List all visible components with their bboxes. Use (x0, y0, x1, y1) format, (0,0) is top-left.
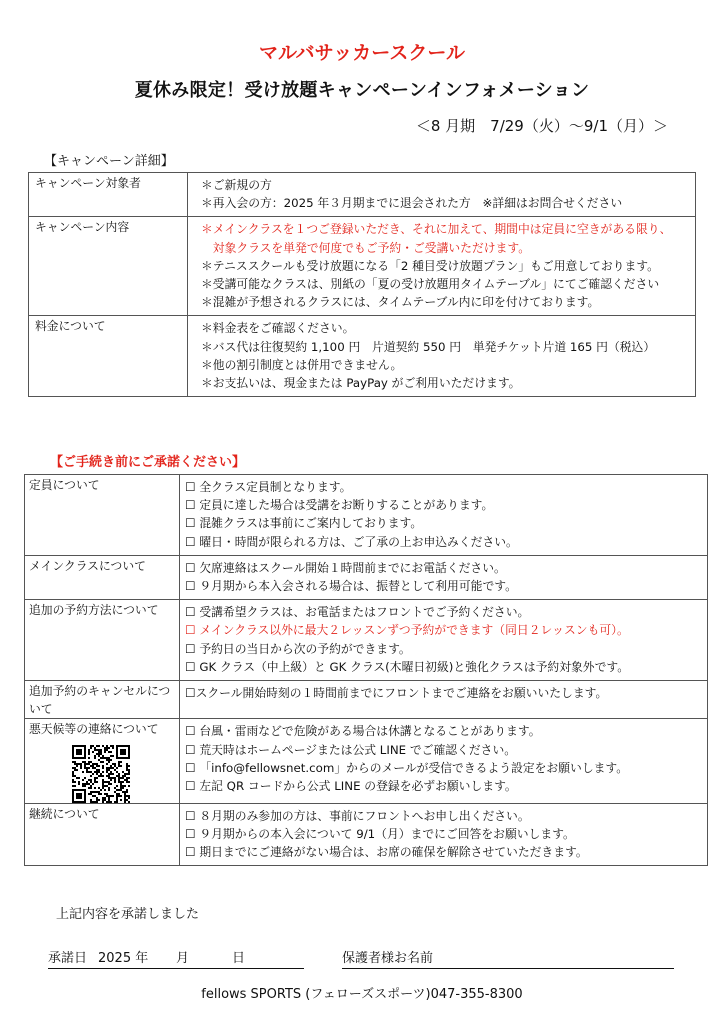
content-line: ＊受講可能なクラスは、別紙の「夏の受け放題用タイムテーブル」にてご確認ください (201, 277, 660, 292)
campaign-period: ＜8 月期 7/29（火）～9/1（月）＞ (415, 117, 668, 135)
content-line: ☐ 全クラス定員制となります。 (185, 480, 352, 494)
school-name: マルバサッカースクール (259, 42, 465, 64)
content-line: ＊混雑が予想されるクラスには、タイムテーブル内に印を付けております。 (201, 295, 600, 310)
content-line: ☐ 予約日の当日から次の予約ができます。 (185, 641, 411, 656)
consent-row (25, 475, 708, 556)
consent-row-content (180, 600, 708, 681)
content-line: ☐ ８月期のみ参加の方は、事前にフロントへお申し出ください。 (185, 808, 530, 823)
row-label-text: 定員について (29, 478, 100, 492)
campaign-row-content (188, 173, 696, 217)
consent-row-label (25, 681, 180, 719)
content-line: ☐ 左記 QR コードから公式 LINE の登録を必ずお願いします。 (185, 779, 517, 794)
campaign-row-label (29, 316, 188, 397)
consent-row-label (25, 555, 180, 599)
content-line: 対象クラスを単発で何度でもご予約・ご受講いただけます。 (201, 240, 531, 255)
guardian-name-line[interactable] (342, 947, 674, 969)
consent-row-content (180, 803, 708, 866)
consent-day: 日 (232, 951, 246, 966)
consent-year: 2025 年 (98, 951, 149, 966)
row-label-text: 追加予約のキャンセルについて (29, 684, 171, 717)
row-label-text: 悪天候等の連絡について (29, 722, 159, 737)
row-label-text: メインクラスについて (29, 558, 146, 573)
campaign-row-label (29, 173, 188, 217)
content-line: ☐ 台風・雷雨などで危険がある場合は休講となることがあります。 (185, 724, 541, 739)
consent-row-label (25, 719, 180, 803)
content-line: ☐ 曜日・時間が限られる方は、ご了承の上お申込みください。 (185, 534, 518, 549)
content-line: ☐ 定員に達した場合は受講をお断りすることがあります。 (185, 498, 494, 513)
content-line: ＊料金表をご確認ください。 (201, 321, 355, 336)
content-line: ☐ 期日までにご連絡がない場合は、お席の確保を解除させていただきます。 (185, 845, 588, 860)
row-label-text: キャンペーン内容 (35, 220, 130, 235)
section-heading-consent: 【ご手続き前にご承諾ください】 (50, 455, 246, 470)
campaign-details-table (28, 172, 696, 397)
content-line: ☐ 受講希望クラスは、お電話またはフロントでご予約ください。 (185, 605, 530, 620)
campaign-row (29, 316, 696, 397)
campaign-row-content (188, 217, 696, 316)
consent-row-label (25, 600, 180, 681)
consent-row (25, 600, 708, 681)
campaign-row (29, 217, 696, 316)
content-line: ＊バス代は往復契約 1,100 円 片道契約 550 円 単発チケット片道 165 円（税込） (201, 339, 656, 354)
row-label-text: 追加の予約方法について (29, 603, 159, 618)
consent-row-content (180, 681, 708, 719)
agreement-statement: 上記内容を承諾しました (56, 907, 200, 922)
content-line: ＊再入会の方：2025 年３月期までに退会された方 ※詳細はお問合せください (201, 196, 623, 211)
line-qr-code-icon (72, 745, 130, 803)
content-line: ☐ ９月期からの本入会について 9/1（月）までにご回答をお願いします。 (185, 826, 575, 841)
content-line: ☐ メインクラス以外に最大２レッスンずつ予約ができます（同日２レッスンも可）。 (185, 623, 629, 638)
content-line: ☐スクール開始時刻の１時間前までにフロントまでご連絡をお願いいたします。 (185, 686, 608, 701)
consent-row-content (180, 555, 708, 599)
content-line: ＊お支払いは、現金または PayPay がご利用いただけます。 (201, 376, 521, 391)
consent-row (25, 803, 708, 866)
content-line: ☐ ９月期から本入会される場合は、振替として利用可能です。 (185, 579, 517, 594)
section-heading-campaign-details: 【キャンペーン詳細】 (44, 154, 174, 169)
consent-date-label: 承諾日 (48, 951, 88, 966)
consent-row-label (25, 475, 180, 556)
page-title: 夏休み限定！受け放題キャンペーンインフォメーション (134, 80, 590, 101)
row-label-text: 料金について (35, 319, 106, 334)
campaign-row (29, 173, 696, 217)
consent-row (25, 555, 708, 599)
content-line: ☐ GK クラス（中上級）と GK クラス(木曜日初級)と強化クラスは予約対象外です。 (185, 659, 630, 674)
content-line: ☐ 欠席連絡はスクール開始１時間前までにお電話ください。 (185, 560, 506, 575)
campaign-row-content (188, 316, 696, 397)
consent-row (25, 719, 708, 803)
consent-table (24, 474, 708, 866)
consent-row-content (180, 475, 708, 556)
guardian-name-label: 保護者様お名前 (342, 951, 434, 966)
content-line: ＊他の割引制度とは併用できません。 (201, 357, 403, 372)
content-line: ☐ 荒天時はホームページまたは公式 LINE でご確認ください。 (185, 742, 517, 757)
consent-row-label (25, 803, 180, 866)
content-line: ＊テニススクールも受け放題になる「2 種目受け放題プラン」もご用意しております。 (201, 258, 659, 273)
row-label-text: 継続について (29, 806, 100, 821)
consent-row (25, 681, 708, 719)
content-line: ＊メインクラスを１つご登録いただき、それに加えて、期間中は定員に空きがある限り、 (201, 222, 672, 237)
consent-row-content (180, 719, 708, 803)
content-line: ☐ 「info@fellowsnet.com」からのメールが受信できるよう設定をお願いします。 (185, 760, 629, 775)
consent-date-line[interactable] (48, 947, 304, 969)
row-label-text: キャンペーン対象者 (35, 176, 141, 190)
content-line: ☐ 混雑クラスは事前にご案内しております。 (185, 516, 423, 531)
campaign-row-label (29, 217, 188, 316)
content-line: ＊ご新規の方 (201, 178, 272, 192)
consent-month: 月 (176, 951, 190, 966)
footer-contact: fellows SPORTS (フェローズスポーツ)047-355-8300 (201, 987, 523, 1002)
